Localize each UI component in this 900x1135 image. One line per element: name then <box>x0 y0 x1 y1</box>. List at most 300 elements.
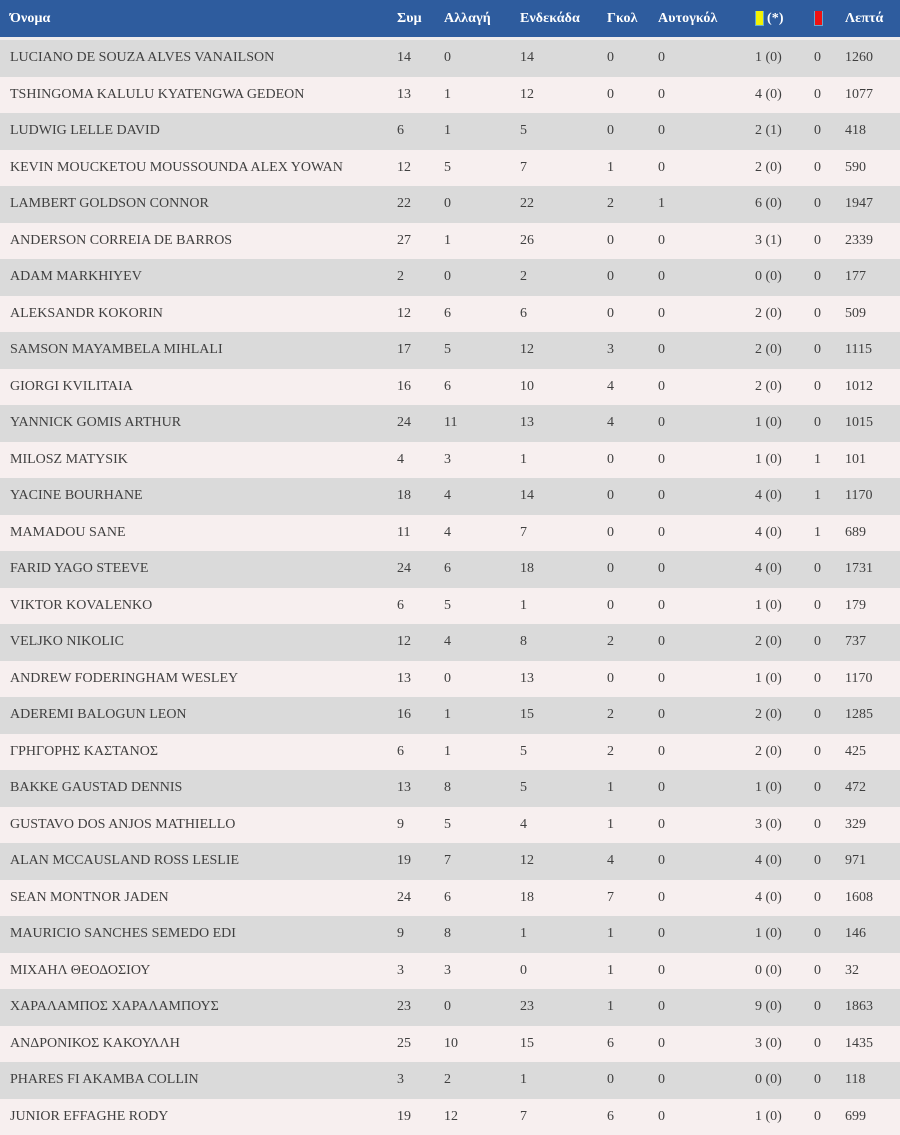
red-cards-cell: 0 <box>814 1035 821 1051</box>
starting-eleven-cell: 13 <box>520 670 534 686</box>
sub-in-cell: 6 <box>444 378 451 394</box>
minutes-cell: 590 <box>845 159 866 175</box>
sub-in-cell: 6 <box>444 889 451 905</box>
column-header-sub-in: Αλλαγή <box>444 10 491 26</box>
table-row[interactable] <box>0 478 900 515</box>
player-name: ΓΡΗΓΟΡΗΣ ΚΑΣΤΑΝΟΣ <box>10 743 159 759</box>
player-name: ADEREMI BALOGUN LEON <box>10 707 187 723</box>
appearances-cell: 9 <box>397 926 404 942</box>
yellow-cards-cell: 3 (1) <box>755 232 782 248</box>
table-row[interactable] <box>0 697 900 734</box>
appearances-cell: 13 <box>397 780 411 796</box>
appearances-cell: 6 <box>397 743 404 759</box>
starting-eleven-cell: 12 <box>520 86 534 102</box>
sub-in-cell: 0 <box>444 269 451 285</box>
own-goals-cell: 0 <box>658 816 665 832</box>
goals-cell: 0 <box>607 670 614 686</box>
own-goals-cell: 0 <box>658 780 665 796</box>
own-goals-cell: 0 <box>658 415 665 431</box>
player-name: SEAN MONTNOR JADEN <box>10 889 169 905</box>
starting-eleven-cell: 1 <box>520 926 527 942</box>
sub-in-cell: 4 <box>444 524 451 540</box>
starting-eleven-cell: 26 <box>520 232 534 248</box>
appearances-cell: 12 <box>397 159 411 175</box>
table-row[interactable] <box>0 1099 900 1135</box>
yellow-cards-cell: 1 (0) <box>755 451 782 467</box>
starting-eleven-cell: 14 <box>520 488 534 504</box>
sub-in-cell: 3 <box>444 451 451 467</box>
minutes-cell: 1260 <box>845 50 873 66</box>
minutes-cell: 472 <box>845 780 866 796</box>
own-goals-cell: 0 <box>658 962 665 978</box>
player-name: MAMADOU SANE <box>10 524 126 540</box>
own-goals-cell: 0 <box>658 1072 665 1088</box>
appearances-cell: 12 <box>397 305 411 321</box>
player-name: LAMBERT GOLDSON CONNOR <box>10 196 209 212</box>
red-cards-cell: 1 <box>814 488 821 504</box>
minutes-cell: 1012 <box>845 378 873 394</box>
starting-eleven-cell: 5 <box>520 123 527 139</box>
minutes-cell: 1015 <box>845 415 873 431</box>
goals-cell: 0 <box>607 232 614 248</box>
appearances-cell: 9 <box>397 816 404 832</box>
starting-eleven-cell: 23 <box>520 999 534 1015</box>
appearances-cell: 18 <box>397 488 411 504</box>
starting-eleven-cell: 7 <box>520 1108 527 1124</box>
own-goals-cell: 0 <box>658 743 665 759</box>
yellow-cards-cell: 0 (0) <box>755 269 782 285</box>
appearances-cell: 19 <box>397 1108 411 1124</box>
red-cards-cell: 0 <box>814 50 821 66</box>
own-goals-cell: 0 <box>658 378 665 394</box>
appearances-cell: 12 <box>397 634 411 650</box>
minutes-cell: 2339 <box>845 232 873 248</box>
column-header-minutes: Λεπτά <box>845 10 884 26</box>
table-body <box>0 37 900 1135</box>
player-name: VIKTOR KOVALENKO <box>10 597 153 613</box>
starting-eleven-cell: 1 <box>520 1072 527 1088</box>
own-goals-cell: 0 <box>658 232 665 248</box>
player-name: ALAN MCCAUSLAND ROSS LESLIE <box>10 853 240 869</box>
yellow-cards-cell: 4 (0) <box>755 488 782 504</box>
player-name: GIORGI KVILITAIA <box>10 378 133 394</box>
minutes-cell: 32 <box>845 962 859 978</box>
minutes-cell: 179 <box>845 597 866 613</box>
column-header-name: Όνομα <box>10 10 51 26</box>
own-goals-cell: 0 <box>658 670 665 686</box>
red-cards-cell: 0 <box>814 415 821 431</box>
goals-cell: 1 <box>607 962 614 978</box>
yellow-cards-suffix: (*) <box>767 10 784 26</box>
player-name: ADAM MARKHIYEV <box>10 269 142 285</box>
appearances-cell: 22 <box>397 196 411 212</box>
starting-eleven-cell: 7 <box>520 159 527 175</box>
sub-in-cell: 6 <box>444 561 451 577</box>
player-name: VELJKO NIKOLIC <box>10 634 124 650</box>
own-goals-cell: 1 <box>658 196 665 212</box>
red-cards-cell: 0 <box>814 1072 821 1088</box>
player-name: LUDWIG LELLE DAVID <box>10 123 160 139</box>
appearances-cell: 6 <box>397 597 404 613</box>
sub-in-cell: 0 <box>444 196 451 212</box>
sub-in-cell: 10 <box>444 1035 458 1051</box>
table-row[interactable] <box>0 515 900 552</box>
appearances-cell: 16 <box>397 707 411 723</box>
yellow-cards-cell: 0 (0) <box>755 962 782 978</box>
goals-cell: 1 <box>607 999 614 1015</box>
player-name: SAMSON MAYAMBELA MIHLALI <box>10 342 223 358</box>
goals-cell: 0 <box>607 524 614 540</box>
own-goals-cell: 0 <box>658 451 665 467</box>
minutes-cell: 118 <box>845 1072 866 1088</box>
minutes-cell: 1077 <box>845 86 873 102</box>
player-name: ANDERSON CORREIA DE BARROS <box>10 232 233 248</box>
table-row[interactable] <box>0 661 900 698</box>
player-name: ΧΑΡΑΛΑΜΠΟΣ ΧΑΡΑΛΑΜΠΟΥΣ <box>10 999 219 1015</box>
table-row[interactable] <box>0 369 900 406</box>
yellow-cards-cell: 1 (0) <box>755 50 782 66</box>
goals-cell: 0 <box>607 86 614 102</box>
column-header-own-goals: Αυτογκόλ <box>658 10 718 26</box>
table-row[interactable] <box>0 807 900 844</box>
sub-in-cell: 5 <box>444 159 451 175</box>
minutes-cell: 1285 <box>845 707 873 723</box>
goals-cell: 2 <box>607 196 614 212</box>
appearances-cell: 14 <box>397 50 411 66</box>
yellow-cards-cell: 4 (0) <box>755 889 782 905</box>
red-cards-cell: 0 <box>814 196 821 212</box>
goals-cell: 2 <box>607 707 614 723</box>
goals-cell: 6 <box>607 1035 614 1051</box>
column-header-yellow-cards <box>748 11 807 27</box>
minutes-cell: 101 <box>845 451 866 467</box>
sub-in-cell: 4 <box>444 488 451 504</box>
red-cards-cell: 0 <box>814 1108 821 1124</box>
table-row[interactable] <box>0 734 900 771</box>
red-cards-cell: 0 <box>814 670 821 686</box>
red-cards-cell: 0 <box>814 378 821 394</box>
starting-eleven-cell: 5 <box>520 780 527 796</box>
appearances-cell: 13 <box>397 86 411 102</box>
yellow-cards-cell: 3 (0) <box>755 816 782 832</box>
own-goals-cell: 0 <box>658 561 665 577</box>
red-card-icon <box>814 11 823 26</box>
goals-cell: 0 <box>607 488 614 504</box>
red-cards-cell: 0 <box>814 232 821 248</box>
table-row[interactable] <box>0 953 900 990</box>
sub-in-cell: 4 <box>444 634 451 650</box>
red-cards-cell: 0 <box>814 780 821 796</box>
starting-eleven-cell: 15 <box>520 1035 534 1051</box>
player-name: ΑΝΔΡΟΝΙΚΟΣ ΚΑΚΟΥΛΛΗ <box>10 1035 180 1051</box>
appearances-cell: 3 <box>397 1072 404 1088</box>
goals-cell: 7 <box>607 889 614 905</box>
minutes-cell: 1115 <box>845 342 872 358</box>
own-goals-cell: 0 <box>658 305 665 321</box>
red-cards-cell: 0 <box>814 342 821 358</box>
minutes-cell: 1170 <box>845 488 873 504</box>
minutes-cell: 146 <box>845 926 866 942</box>
own-goals-cell: 0 <box>658 488 665 504</box>
minutes-cell: 1435 <box>845 1035 873 1051</box>
minutes-cell: 1947 <box>845 196 873 212</box>
sub-in-cell: 5 <box>444 342 451 358</box>
own-goals-cell: 0 <box>658 634 665 650</box>
goals-cell: 0 <box>607 597 614 613</box>
table-row[interactable] <box>0 223 900 260</box>
minutes-cell: 425 <box>845 743 866 759</box>
own-goals-cell: 0 <box>658 926 665 942</box>
sub-in-cell: 1 <box>444 232 451 248</box>
red-cards-cell: 0 <box>814 159 821 175</box>
sub-in-cell: 11 <box>444 415 458 431</box>
column-header-starting-eleven: Ενδεκάδα <box>520 10 580 26</box>
starting-eleven-cell: 13 <box>520 415 534 431</box>
minutes-cell: 509 <box>845 305 866 321</box>
goals-cell: 0 <box>607 269 614 285</box>
yellow-cards-cell: 2 (0) <box>755 743 782 759</box>
table-row[interactable] <box>0 40 900 77</box>
yellow-cards-cell: 1 (0) <box>755 1108 782 1124</box>
sub-in-cell: 1 <box>444 707 451 723</box>
yellow-cards-cell: 3 (0) <box>755 1035 782 1051</box>
own-goals-cell: 0 <box>658 853 665 869</box>
table-row[interactable] <box>0 113 900 150</box>
own-goals-cell: 0 <box>658 123 665 139</box>
minutes-cell: 737 <box>845 634 866 650</box>
table-row[interactable] <box>0 1062 900 1099</box>
appearances-cell: 16 <box>397 378 411 394</box>
player-name: TSHINGOMA KALULU KYATENGWA GEDEON <box>10 86 305 102</box>
own-goals-cell: 0 <box>658 1035 665 1051</box>
player-name: YACINE BOURHANE <box>10 488 143 504</box>
red-cards-cell: 0 <box>814 597 821 613</box>
sub-in-cell: 0 <box>444 670 451 686</box>
table-row[interactable] <box>0 186 900 223</box>
red-cards-cell: 0 <box>814 86 821 102</box>
player-name: ALEKSANDR KOKORIN <box>10 305 163 321</box>
appearances-cell: 24 <box>397 415 411 431</box>
yellow-cards-cell: 1 (0) <box>755 780 782 796</box>
red-cards-cell: 0 <box>814 999 821 1015</box>
goals-cell: 1 <box>607 816 614 832</box>
red-cards-cell: 0 <box>814 561 821 577</box>
appearances-cell: 2 <box>397 269 404 285</box>
yellow-cards-cell: 1 (0) <box>755 415 782 431</box>
goals-cell: 4 <box>607 415 614 431</box>
minutes-cell: 1863 <box>845 999 873 1015</box>
appearances-cell: 13 <box>397 670 411 686</box>
goals-cell: 0 <box>607 50 614 66</box>
goals-cell: 1 <box>607 926 614 942</box>
yellow-cards-cell: 2 (1) <box>755 123 782 139</box>
starting-eleven-cell: 7 <box>520 524 527 540</box>
starting-eleven-cell: 15 <box>520 707 534 723</box>
starting-eleven-cell: 10 <box>520 378 534 394</box>
appearances-cell: 27 <box>397 232 411 248</box>
starting-eleven-cell: 14 <box>520 50 534 66</box>
column-header-red-cards <box>807 11 838 27</box>
yellow-cards-cell: 2 (0) <box>755 634 782 650</box>
red-cards-cell: 0 <box>814 707 821 723</box>
starting-eleven-cell: 0 <box>520 962 527 978</box>
appearances-cell: 4 <box>397 451 404 467</box>
player-name: KEVIN MOUCKETOU MOUSSOUNDA ALEX YOWAN <box>10 159 343 175</box>
sub-in-cell: 5 <box>444 816 451 832</box>
yellow-cards-cell: 1 (0) <box>755 597 782 613</box>
player-name: JUNIOR EFFAGHE RODY <box>10 1108 169 1124</box>
red-cards-cell: 0 <box>814 889 821 905</box>
red-cards-cell: 0 <box>814 269 821 285</box>
table-row[interactable] <box>0 551 900 588</box>
table-row[interactable] <box>0 150 900 187</box>
goals-cell: 2 <box>607 634 614 650</box>
player-name: FARID YAGO STEEVE <box>10 561 149 577</box>
table-row[interactable] <box>0 624 900 661</box>
table-row[interactable] <box>0 588 900 625</box>
yellow-cards-cell: 4 (0) <box>755 561 782 577</box>
starting-eleven-cell: 1 <box>520 451 527 467</box>
goals-cell: 3 <box>607 342 614 358</box>
red-cards-cell: 0 <box>814 962 821 978</box>
sub-in-cell: 7 <box>444 853 451 869</box>
yellow-cards-cell: 0 (0) <box>755 1072 782 1088</box>
starting-eleven-cell: 2 <box>520 269 527 285</box>
red-cards-cell: 0 <box>814 305 821 321</box>
column-header-goals: Γκολ <box>607 10 638 26</box>
sub-in-cell: 12 <box>444 1108 458 1124</box>
yellow-cards-cell: 2 (0) <box>755 378 782 394</box>
appearances-cell: 23 <box>397 999 411 1015</box>
goals-cell: 6 <box>607 1108 614 1124</box>
table-row[interactable] <box>0 332 900 369</box>
own-goals-cell: 0 <box>658 50 665 66</box>
appearances-cell: 19 <box>397 853 411 869</box>
starting-eleven-cell: 22 <box>520 196 534 212</box>
yellow-cards-cell: 4 (0) <box>755 524 782 540</box>
red-cards-cell: 0 <box>814 853 821 869</box>
yellow-cards-cell: 2 (0) <box>755 342 782 358</box>
column-header-appearances: Συμ <box>397 10 422 26</box>
player-name: ΜΙΧΑΗΛ ΘΕΟΔΟΣΙΟΥ <box>10 962 151 978</box>
own-goals-cell: 0 <box>658 999 665 1015</box>
table-row[interactable] <box>0 989 900 1026</box>
own-goals-cell: 0 <box>658 159 665 175</box>
appearances-cell: 24 <box>397 889 411 905</box>
goals-cell: 4 <box>607 853 614 869</box>
goals-cell: 0 <box>607 123 614 139</box>
table-header-row <box>0 0 900 37</box>
table-row[interactable] <box>0 880 900 917</box>
player-name: GUSTAVO DOS ANJOS MATHIELLO <box>10 816 236 832</box>
table-row[interactable] <box>0 843 900 880</box>
minutes-cell: 329 <box>845 816 866 832</box>
yellow-cards-cell: 4 (0) <box>755 86 782 102</box>
yellow-cards-cell: 1 (0) <box>755 670 782 686</box>
table-row[interactable] <box>0 77 900 114</box>
starting-eleven-cell: 5 <box>520 743 527 759</box>
starting-eleven-cell: 18 <box>520 561 534 577</box>
appearances-cell: 6 <box>397 123 404 139</box>
sub-in-cell: 3 <box>444 962 451 978</box>
sub-in-cell: 8 <box>444 780 451 796</box>
appearances-cell: 25 <box>397 1035 411 1051</box>
player-name: LUCIANO DE SOUZA ALVES VANAILSON <box>10 50 275 66</box>
sub-in-cell: 5 <box>444 597 451 613</box>
goals-cell: 0 <box>607 561 614 577</box>
starting-eleven-cell: 12 <box>520 853 534 869</box>
minutes-cell: 1608 <box>845 889 873 905</box>
table-row[interactable] <box>0 770 900 807</box>
starting-eleven-cell: 12 <box>520 342 534 358</box>
sub-in-cell: 1 <box>444 123 451 139</box>
red-cards-cell: 1 <box>814 451 821 467</box>
sub-in-cell: 2 <box>444 1072 451 1088</box>
yellow-cards-cell: 4 (0) <box>755 853 782 869</box>
table-row[interactable] <box>0 296 900 333</box>
sub-in-cell: 0 <box>444 50 451 66</box>
own-goals-cell: 0 <box>658 707 665 723</box>
player-name: YANNICK GOMIS ARTHUR <box>10 415 182 431</box>
minutes-cell: 1731 <box>845 561 873 577</box>
table-row[interactable] <box>0 916 900 953</box>
appearances-cell: 3 <box>397 962 404 978</box>
starting-eleven-cell: 18 <box>520 889 534 905</box>
yellow-card-icon <box>755 11 764 26</box>
red-cards-cell: 0 <box>814 816 821 832</box>
own-goals-cell: 0 <box>658 524 665 540</box>
starting-eleven-cell: 8 <box>520 634 527 650</box>
player-name: MAURICIO SANCHES SEMEDO EDI <box>10 926 236 942</box>
minutes-cell: 689 <box>845 524 866 540</box>
yellow-cards-cell: 9 (0) <box>755 999 782 1015</box>
goals-cell: 0 <box>607 451 614 467</box>
starting-eleven-cell: 1 <box>520 597 527 613</box>
goals-cell: 1 <box>607 780 614 796</box>
sub-in-cell: 6 <box>444 305 451 321</box>
goals-cell: 0 <box>607 1072 614 1088</box>
starting-eleven-cell: 6 <box>520 305 527 321</box>
own-goals-cell: 0 <box>658 86 665 102</box>
minutes-cell: 418 <box>845 123 866 139</box>
starting-eleven-cell: 4 <box>520 816 527 832</box>
yellow-cards-cell: 2 (0) <box>755 159 782 175</box>
table-row[interactable] <box>0 1026 900 1063</box>
minutes-cell: 1170 <box>845 670 873 686</box>
table-row[interactable] <box>0 405 900 442</box>
own-goals-cell: 0 <box>658 1108 665 1124</box>
player-name: ANDREW FODERINGHAM WESLEY <box>10 670 239 686</box>
sub-in-cell: 1 <box>444 86 451 102</box>
goals-cell: 1 <box>607 159 614 175</box>
appearances-cell: 17 <box>397 342 411 358</box>
goals-cell: 2 <box>607 743 614 759</box>
yellow-cards-cell: 2 (0) <box>755 707 782 723</box>
minutes-cell: 971 <box>845 853 866 869</box>
sub-in-cell: 1 <box>444 743 451 759</box>
own-goals-cell: 0 <box>658 342 665 358</box>
sub-in-cell: 8 <box>444 926 451 942</box>
yellow-cards-cell: 6 (0) <box>755 196 782 212</box>
table-row[interactable] <box>0 442 900 479</box>
table-row[interactable] <box>0 259 900 296</box>
appearances-cell: 11 <box>397 524 411 540</box>
sub-in-cell: 0 <box>444 999 451 1015</box>
red-cards-cell: 0 <box>814 743 821 759</box>
minutes-cell: 699 <box>845 1108 866 1124</box>
own-goals-cell: 0 <box>658 889 665 905</box>
player-name: PHARES FI AKAMBA COLLIN <box>10 1072 199 1088</box>
